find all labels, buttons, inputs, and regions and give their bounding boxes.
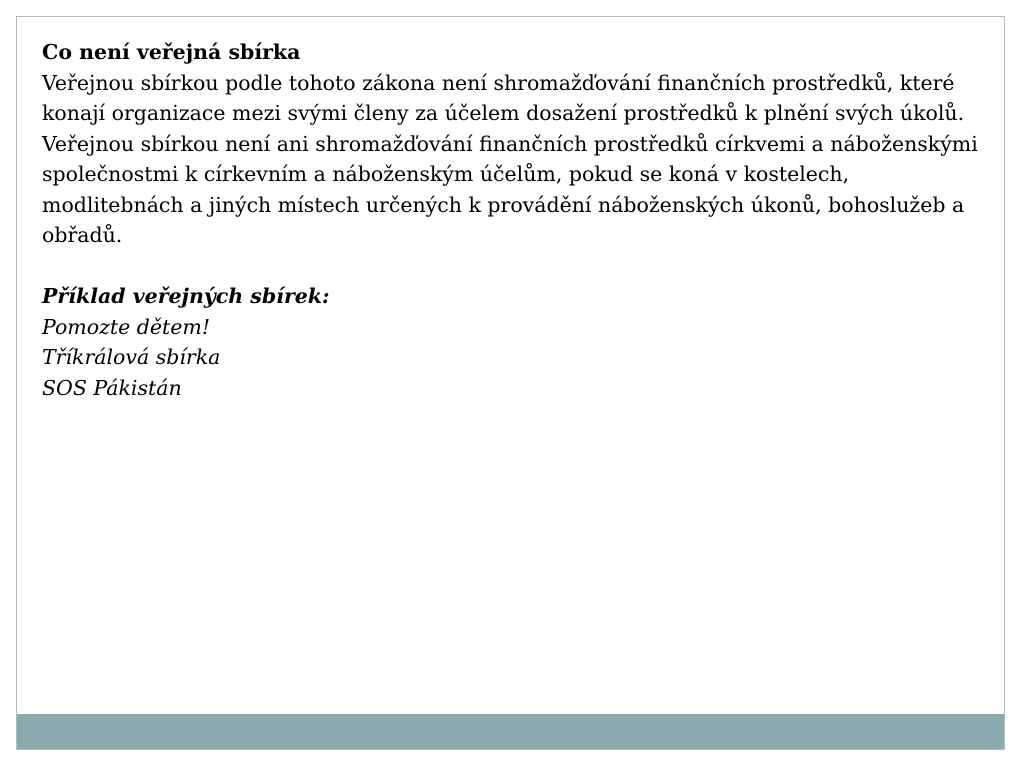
footer-bar bbox=[17, 714, 1004, 749]
spacer bbox=[42, 251, 992, 282]
example-item: Tříkrálová sbírka bbox=[42, 345, 221, 369]
slide-frame bbox=[16, 16, 1005, 750]
example-item: Pomozte dětem! bbox=[42, 314, 211, 339]
examples-title: Příklad veřejných sbírek: bbox=[42, 284, 330, 308]
slide-content bbox=[42, 37, 992, 403]
example-item: SOS Pákistán bbox=[42, 375, 182, 400]
slide-heading: Co není veřejná sbírka bbox=[42, 40, 301, 64]
slide-paragraph: Veřejnou sbírkou podle tohoto zákona není shromažďování finančních prostředků, které konají organizace mezi svými členy za účelem dosažení prostředků k plnění svých úkolů. Veřejnou sbírkou není ani shromažďování finančních prostředků církvemi a náboženskými společnostmi k církevním a náboženským účelům, pokud se koná v kostelech, modlitebnách a jiných místech určených k provádění náboženských úkonů, bohoslužeb a obřadů. bbox=[42, 70, 978, 247]
